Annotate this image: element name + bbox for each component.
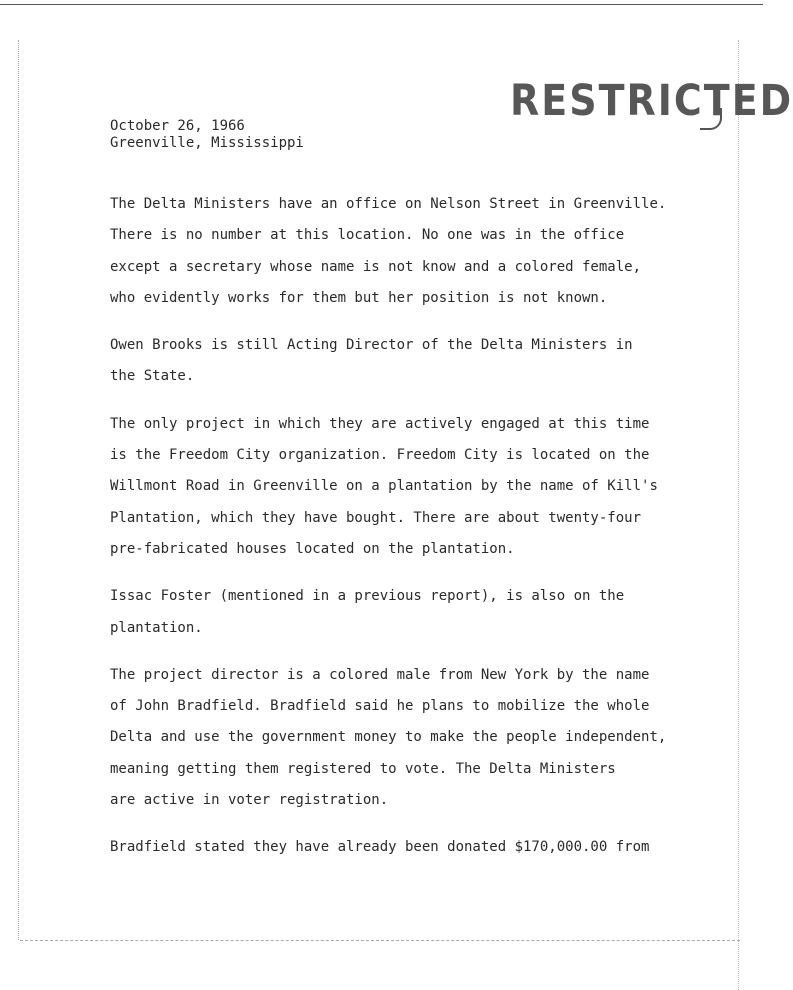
text-line: Willmont Road in Greenville on a plantation by the name of Kill's xyxy=(110,478,658,495)
paragraph-foster xyxy=(110,586,710,649)
text-line: are active in voter registration. xyxy=(110,792,389,809)
left-margin-rule xyxy=(18,40,20,940)
document-body xyxy=(110,194,710,885)
text-line: who evidently works for them but her position is not known. xyxy=(110,289,608,306)
paragraph-project-director xyxy=(110,665,710,821)
paragraph-freedom-city xyxy=(110,414,710,570)
paragraph-office xyxy=(110,194,710,319)
text-line: of John Bradfield. Bradfield said he plans to mobilize the whole xyxy=(110,698,650,715)
document-location: Greenville, Mississippi xyxy=(110,135,304,151)
right-margin-rule xyxy=(738,40,740,990)
stamp-curl-mark xyxy=(700,108,722,130)
restricted-stamp: RESTRICTED xyxy=(510,76,793,126)
text-line: plantation. xyxy=(110,619,203,636)
paragraph-donation xyxy=(110,837,710,868)
document-date: October 26, 1966 xyxy=(110,118,245,134)
text-line: pre-fabricated houses located on the plantation. xyxy=(110,540,515,557)
text-line: The Delta Ministers have an office on Nelson Street in Greenville. xyxy=(110,196,667,212)
paragraph-director xyxy=(110,335,710,398)
text-line: There is no number at this location. No one was in the office xyxy=(110,227,625,244)
top-edge-rule xyxy=(0,4,763,5)
text-line: except a secretary whose name is not know and a colored female, xyxy=(110,258,642,275)
text-line: Delta and use the government money to make the people independent, xyxy=(110,729,667,746)
text-line: the State. xyxy=(110,368,195,385)
text-line: Issac Foster (mentioned in a previous report), is also on the xyxy=(110,588,625,605)
text-line: Bradfield stated they have already been donated $170,000.00 from xyxy=(110,839,650,856)
text-line: Plantation, which they have bought. There are about twenty-four xyxy=(110,509,642,526)
text-line: Owen Brooks is still Acting Director of the Delta Ministers in xyxy=(110,337,633,354)
text-line: meaning getting them registered to vote. The Delta Ministers xyxy=(110,760,616,777)
bottom-edge-rule xyxy=(20,940,740,942)
text-line: The project director is a colored male from New York by the name xyxy=(110,666,650,683)
text-line: The only project in which they are actively engaged at this time xyxy=(110,415,650,432)
document-header xyxy=(110,118,304,152)
text-line: is the Freedom City organization. Freedom City is located on the xyxy=(110,447,650,464)
